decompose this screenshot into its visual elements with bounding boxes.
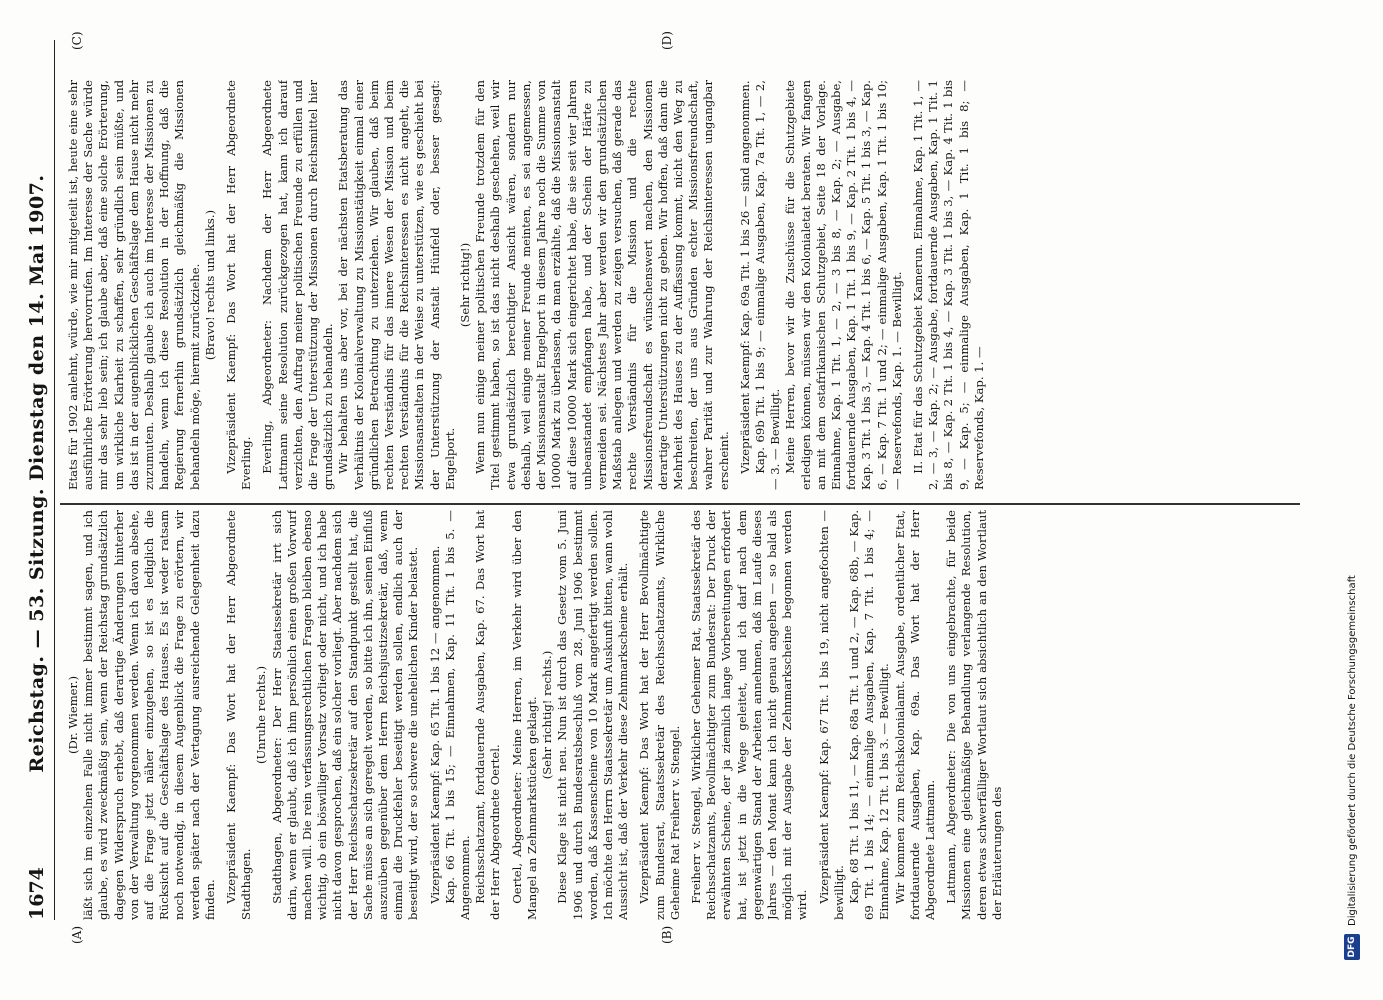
paragraph: Stadthagen, Abgeordneter: Der Herr Staatssekretär irrt sich darin, wenn er glaubt, daß ich ihm persönlich einen großen Vorwurf machen will. Die rein verfassungsrechtlichen Fragen bleiben ebenso wichtig, ob ein böswilliger Vorsatz vorliegt oder nicht, und ich habe nicht davon gesprochen, daß ein solcher vorliegt. Aber nachdem sich der Herr Reichsschatzsekretär auf den Standpunkt gestellt hat, die Sache müsse an sich geregelt werden, so bitte ich ihn, seinen Einfluß auszuüben gegenüber dem Herrn Reichsjustizsekretär, daß, wenn einmal die Druckfehler beseitigt werden sollen, endlich auch der beseitigt wird, der so schwere die unehelichen Kinder belastet.: [269, 510, 421, 920]
margin-marker-c: (C): [70, 31, 84, 50]
paragraph: Vizepräsident Kaempf: Kap. 67 Tit. 1 bis 19, nicht angefochten — bewilligt.: [816, 510, 846, 920]
paragraph: Wir behalten uns aber vor, bei der nächsten Etatsberatung das Verhältnis der Kolonialverwaltung zu Missionstätigkeit einmal einer gründlichen Betrachtung zu unterziehen. Wir glauben, daß beim rechten Verständnis für das innere Wesen der Mission und beim rechten Verständnis für die Reichsinteressen es nicht angeht, die Missionsanstalten in der Weise zu unterstützen, wie es geschieht bei der Unterstützung der Anstalt Hünfeld oder, besser gesagt: Engelport.: [336, 80, 457, 490]
page-number: 1674: [26, 867, 48, 920]
interjection: (Unruhe rechts.): [254, 666, 269, 764]
paragraph: Wenn nun einige meiner politischen Freunde trotzdem für den Titel gestimmt haben, so ist das nicht deshalb geschehen, weil wir etwa grundsätzlich berechtigter Ansicht wären, sondern nur deshalb, weil einige meiner Freunde meinten, es sei angemessen, der Missionsanstalt Engelport in diesem Jahre noch die Summe von 10000 Mark zu überlassen, da man erzählte, daß die Missionsanstalt auf diese 10000 Mark sich eingerichtet habe, die sie seit vier Jahren unbeanstandet empfangen habe, und der Schein der Härte zu vermeiden sei. Nächstes Jahr aber werden wir den grundsätzlichen Maßstab anlegen und werden zu zeigen versuchen, daß gerade das rechte Verständnis für die Mission und die rechte Missionsfreundschaft es wünschenswert machen, den Missionen derartige Unterstützungen nicht zu geben. Wir hoffen, daß dann die Mehrheit des Hauses zu der Auffassung kommt, nicht den Weg zu beschreiten, der uns aus Gründen echter Missionsfreundschaft, wahrer Parität und zur Wahrung der Reichsinteressen ungangbar erscheint.: [473, 80, 731, 490]
page-title: Reichstag. — 53. Sitzung. Dienstag den 14. Mai 1907.: [26, 174, 48, 773]
paragraph: Kap. 68 Tit. 1 bis 11, — Kap. 68a Tit. 1 und 2, — Kap. 68b, — Kap. 69 Tit. 1 bis 14; — einmalige Ausgaben, Kap. 7 Tit. 1 bis 4; — Einnahme, Kap. 12 Tit. 1 bis 3. — Bewilligt.: [846, 510, 892, 920]
paragraph: Reichsschatzamt, fortdauernde Ausgaben, Kap. 67. Das Wort hat der Herr Abgeordnete Oertel.: [473, 510, 503, 920]
paragraph: Vizepräsident Kaempf: Das Wort hat der Herr Bevollmächtigte zum Bundesrat, Staatssekretär des Reichsschatzamts, Wirkliche Geheime Rat Freiherr v. Stengel.: [637, 510, 682, 920]
paragraph: Kap. 66 Tit. 1 bis 15; — Einnahmen, Kap. 11 Tit. 1 bis 5. — Angenommen.: [442, 510, 473, 920]
interjection: (Sehr richtig! rechts.): [540, 650, 555, 780]
paragraph: Kap. 69b Tit. 1 bis 9; — einmalige Ausgaben, Kap. 7a Tit. 1, — 2, — 3. — Bewilligt.: [752, 80, 783, 490]
margin-marker-b: (B): [660, 925, 674, 944]
left-column: [66, 510, 1296, 920]
credit-text: Digitalisierung gefördert durch die Deutsche Forschungsgemeinschaft: [1346, 575, 1358, 926]
paragraph: Vizepräsident Kaempf: Kap. 69a Tit. 1 bis 26 — sind angenommen.: [737, 80, 752, 474]
paragraph: Everling, Abgeordneter: Nachdem der Herr Abgeordnete Lattmann seine Resolution zurückgezogen hat, kann ich darauf verzichten, den Auftrag meiner politischen Freunde zu erfüllen und die Frage der Unterstützung der Missionen durch Reichsmittel hier grundsätzlich zu behandeln.: [260, 80, 336, 490]
paragraph: Meine Herren, bevor wir die Zuschüsse für die Schutzgebiete erledigen können, müssen wir den Kolonialetat beraten. Wir fangen an mit dem ostafrikanischen Schutzgebiet, Seite 18 der Vorlage. Einnahme, Kap. 1 Tit. 1, — 2, — 3 bis 8, — Kap. 2; — Ausgabe, fortdauernde Ausgaben, Kap. 1 Tit. 1 bis 9, — Kap. 2 Tit. 1 bis 4, — Kap. 3 Tit. 1 bis 3, — Kap. 4 Tit. 1 bis 6, — Kap. 5 Tit. 1 bis 3, — Kap. 6, — Kap. 7 Tit. 1 und 2; — einmalige Ausgaben, Kap. 1 Tit. 1 bis 10; — Reservefonds, Kap. 1. — Bewilligt.: [783, 80, 904, 490]
page-header: [20, 40, 55, 920]
paragraph: Oertel, Abgeordneter: Meine Herren, im Verkehr wird über den Mangel an Zehnmarkstücken geklagt.: [509, 510, 539, 920]
paragraph: Vizepräsident Kaempf: Das Wort hat der Herr Abgeordnete Stadthagen.: [224, 510, 254, 920]
margin-marker-a: (A): [70, 925, 84, 944]
margin-marker-d: (D): [660, 31, 674, 50]
paragraph: läßt sich im einzelnen Falle nicht immer bestimmt sagen, und ich glaube, es wird zweckmäßig sein, wenn der Reichstag grundsätzlich dagegen Widerspruch erhebt, daß derartige Änderungen hinterher von der Verwaltung vorgenommen werden. Wenn ich davon absehe, auf die Frage jetzt näher einzugehen, so ist es lediglich die Rücksicht auf die Geschäftslage des Hauses. Es ist weder ratsam noch notwendig, in diesem Augenblick die Frage zu erörtern, wir werden später nach der Vertagung ausreichende Gelegenheit dazu finden.: [81, 510, 217, 920]
paragraph: Vizepräsident Kaempf: Das Wort hat der Herr Abgeordnete Everling.: [224, 80, 254, 490]
paragraph: Diese Klage ist nicht neu. Nun ist durch das Gesetz vom 5. Juni 1906 und durch Bundesratsbeschluß vom 28. Juni 1906 bestimmt worden, daß Kassenscheine von 10 Mark angefertigt werden sollen. Ich möchte den Herrn Staatssekretär um Auskunft bitten, wann wohl Aussicht ist, daß der Verkehr diese Zehnmarkscheine erhält.: [555, 510, 631, 920]
paragraph: Vizepräsident Kaempf: Kap. 65 Tit. 1 bis 12 — angenommen.: [427, 545, 442, 904]
paragraph: Etats für 1902 anlehnt, würde, wie mir mitgeteilt ist, heute eine sehr ausführliche Erörterung hervorrufen. Im Interesse der Sache würde mir das sehr lieb sein; ich glaube aber, daß eine solche Erörterung, um wirkliche Klarheit zu schaffen, sehr gründlich sein müßte, und das ist in der augenblicklichen Geschäftslage dem Hause nicht mehr zuzumuten. Deshalb glaube ich auch im Interesse der Missionen zu handeln, wenn ich diese Resolution in der Hoffnung, daß die Regierung fernerhin grundsätzlich gleichmäßig die Missionen behandeln möge, hiermit zurückziehe.: [66, 80, 202, 490]
paragraph: Freiherr v. Stengel, Wirklicher Geheimer Rat, Staatssekretär des Reichsschatzamts, Bevollmächtigter zum Bundesrat: Der Druck der erwähnten Scheine, der ja ziemlich lange Vorbereitungen erfordert hat, ist jetzt in die Wege geleitet, und ich darf nach dem gegenwärtigen Stand der Arbeiten annehmen, daß im Laufe dieses Jahres — den Monat kann ich nicht genau angeben — so bald als möglich mit der Ausgabe der Zehnmarkscheine begonnen werden wird.: [688, 510, 810, 920]
paragraph: Wir kommen zum Reichskolonialamt. Ausgabe, ordentlicher Etat, fortdauernde Ausgaben, Kap. 69a. Das Wort hat der Herr Abgeordnete Lattmann.: [892, 510, 937, 920]
right-column: [66, 80, 1296, 490]
column-divider: [60, 504, 1300, 506]
dfg-logo-icon: DFG: [1344, 934, 1360, 960]
interjection: (Bravo! rechts und links.): [202, 209, 217, 361]
paragraph: Lattmann, Abgeordneter: Die von uns eingebrachte, für beide Missionen eine gleichmäßige Behandlung verlangende Resolution, deren etwas schwerfälliger Wortlaut sich absichtlich an den Wortlaut der Erläuterungen des: [944, 510, 1004, 920]
paragraph: II. Etat für das Schutzgebiet Kamerun. Einnahme, Kap. 1 Tit. 1, — 2, — 3, — Kap. 2; — Ausgabe, fortdauernde Ausgaben, Kap. 1 Tit. 1 bis 8, — Kap. 2 Tit. 1 bis 4, — Kap. 3 Tit. 1 bis 3, — Kap. 4 Tit. 1 bis 9, — Kap. 5; — einmalige Ausgaben, Kap. 1 Tit. 1 bis 8; — Reservefonds, Kap. 1. —: [910, 80, 986, 490]
interjection: (Sehr richtig!): [458, 242, 473, 328]
digitization-credit: [1332, 40, 1372, 960]
speaker-continuation: (Dr. Wiemer.): [66, 675, 80, 755]
